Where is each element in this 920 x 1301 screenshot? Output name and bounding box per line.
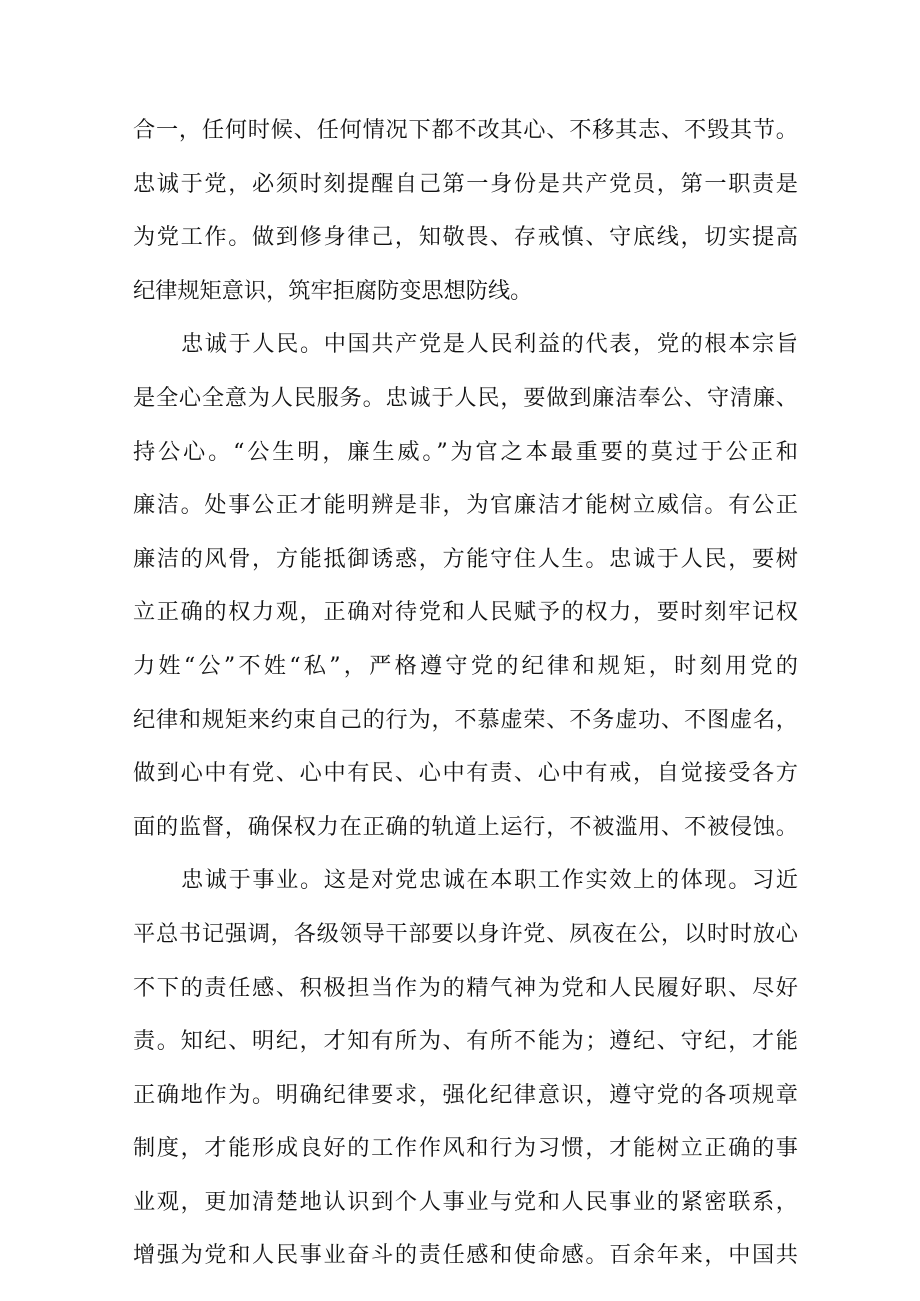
text-line: 忠诚于人民。中国共产党是人民利益的代表，党的根本宗旨 [181,331,798,358]
text-line: 做到心中有党、心中有民、心中有责、心中有戒，自觉接受各方 [133,760,798,787]
paragraph-1 [133,104,798,318]
text-line: 廉洁的风骨，方能抵御诱惑，方能守住人生。忠诚于人民，要树 [133,545,798,572]
paragraph-3 [133,854,798,1283]
text-line: 增强为党和人民事业奋斗的责任感和使命感。百余年来，中国共 [133,1242,798,1269]
text-line: 力姓“公”不姓“私”，严格遵守党的纪律和规矩，时刻用党的 [133,652,798,679]
document-body [133,104,798,1283]
text-line: 正确地作为。明确纪律要求，强化纪律意识，遵守党的各项规章 [133,1081,798,1108]
text-line: 责。知纪、明纪，才知有所为、有所不能为；遵纪、守纪，才能 [133,1028,798,1055]
text-line: 忠诚于党，必须时刻提醒自己第一身份是共产党员，第一职责是 [133,170,798,197]
text-line: 忠诚于事业。这是对党忠诚在本职工作实效上的体现。习近 [181,867,798,894]
text-line: 廉洁。处事公正才能明辨是非，为官廉洁才能树立威信。有公正 [133,492,798,519]
text-line: 不下的责任感、积极担当作为的精气神为党和人民履好职、尽好 [133,974,798,1001]
text-line: 平总书记强调，各级领导干部要以身许党、夙夜在公，以时时放心 [133,920,798,947]
text-line: 纪律规矩意识，筑牢拒腐防变思想防线。 [133,277,533,304]
text-line: 业观，更加清楚地认识到个人事业与党和人民事业的紧密联系， [133,1188,798,1215]
paragraph-2 [133,318,798,854]
text-line: 制度，才能形成良好的工作作风和行为习惯，才能树立正确的事 [133,1135,798,1162]
text-line: 合一，任何时候、任何情况下都不改其心、不移其志、不毁其节。 [133,117,798,143]
text-line: 是全心全意为人民服务。忠诚于人民，要做到廉洁奉公、守清廉、 [133,384,798,411]
text-line: 面的监督，确保权力在正确的轨道上运行，不被滥用、不被侵蚀。 [133,813,798,840]
text-line: 纪律和规矩来约束自己的行为，不慕虚荣、不务虚功、不图虚名， [133,706,798,733]
text-line: 立正确的权力观，正确对待党和人民赋予的权力，要时刻牢记权 [133,599,798,626]
text-line: 持公心。“公生明，廉生威。”为官之本最重要的莫过于公正和 [133,438,798,465]
text-line: 为党工作。做到修身律己，知敬畏、存戒慎、守底线，切实提高 [133,224,798,251]
